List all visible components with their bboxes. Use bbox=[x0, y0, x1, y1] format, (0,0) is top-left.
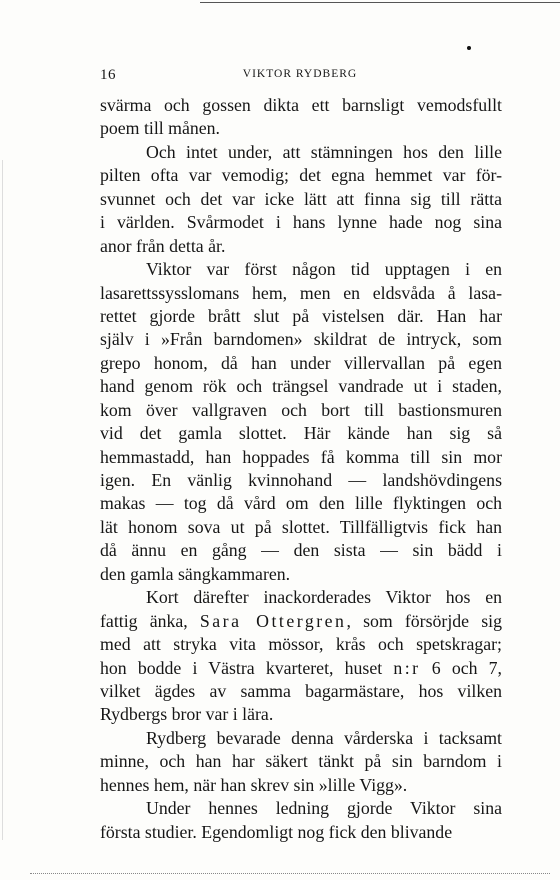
text-line: pilten ofta var vemodig; det egna hemmet var för- bbox=[100, 165, 502, 186]
paragraph bbox=[100, 141, 502, 258]
paragraph bbox=[100, 94, 502, 141]
text-line: poem till månen. bbox=[100, 118, 220, 139]
text-line: igen. En vänlig kvinnohand — landshövdingens bbox=[100, 470, 502, 490]
text-line: hennes hem, när han skrev sin »lille Vigg». bbox=[100, 774, 408, 795]
text-line: hand genom rök och trängsel vandrade ut i staden, bbox=[100, 376, 502, 397]
page-top-edge bbox=[200, 2, 560, 3]
paragraph bbox=[100, 727, 502, 797]
text-line: Viktor var först någon tid upptagen i en bbox=[146, 259, 502, 280]
text-line: Och intet under, att stämningen hos den lille bbox=[146, 141, 502, 162]
text-line: Kort därefter inackorderades Viktor hos en bbox=[146, 587, 502, 608]
text-line: kom över vallgraven och bort till bastionsmuren bbox=[100, 399, 502, 420]
page-bottom-edge bbox=[30, 873, 550, 874]
page-number: 16 bbox=[100, 67, 116, 83]
text-line: den gamla sängkammaren. bbox=[100, 563, 291, 584]
running-title: VIKTOR RYDBERG bbox=[242, 68, 358, 80]
text-line: makas — tog då vård om den lille flyktingen och bbox=[100, 493, 502, 514]
running-head bbox=[100, 67, 500, 85]
text-line: vilket ägdes av samma bagarmästare, hos vilken bbox=[100, 680, 502, 701]
text-line: Under hennes ledning gjorde Viktor sina bbox=[146, 798, 502, 819]
text-line: hemmastadd, han hoppades få komma till sin mor bbox=[100, 446, 502, 467]
text-line: Rydbergs bror var i lära. bbox=[100, 704, 274, 725]
text-line: lät honom sova ut på slottet. Tillfälligtvis fick han bbox=[100, 516, 502, 537]
text-line: fattig änka, Sara Ottergren, som försörjde sig bbox=[100, 610, 502, 631]
text-line: då ännu en gång — den sista — sin bädd i bbox=[100, 540, 502, 561]
body-text bbox=[100, 94, 502, 844]
paragraph bbox=[100, 797, 502, 844]
text-line: lasarettssysslomans hem, men en eldsvåda å lasa- bbox=[100, 282, 502, 303]
text-line: med att stryka vita mössor, krås och spetskragar; bbox=[100, 634, 502, 655]
text-line: rettet gjorde brått slut på vistelsen där. Han har bbox=[100, 305, 502, 326]
text-line: Rydberg bevarade denna vårderska i tacksamt bbox=[146, 727, 502, 748]
paragraph bbox=[100, 258, 502, 586]
text-line: minne, och han har säkert tänkt på sin barndom i bbox=[100, 751, 502, 772]
text-line: i världen. Svårmodet i hans lynne hade nog sina bbox=[100, 212, 502, 233]
text-line: svunnet och det var icke lätt att finna sig till rätta bbox=[100, 188, 502, 209]
text-line: vid det gamla slottet. Här kände han sig så bbox=[100, 423, 502, 444]
text-line: hon bodde i Västra kvarteret, huset n:r 6 och 7, bbox=[100, 657, 502, 678]
paragraph bbox=[100, 586, 502, 727]
page-left-edge bbox=[2, 160, 3, 840]
ink-dot bbox=[467, 46, 471, 50]
text-line: anor från detta år. bbox=[100, 235, 226, 256]
text-line: första studier. Egendomligt nog fick den blivande bbox=[100, 821, 453, 842]
text-line: själv i »Från barndomen» skildrat de intryck, som bbox=[100, 329, 502, 350]
text-line: svärma och gossen dikta ett barnsligt vemodsfullt bbox=[100, 95, 502, 115]
text-line: grepo honom, då han under villervallan på egen bbox=[100, 352, 502, 373]
